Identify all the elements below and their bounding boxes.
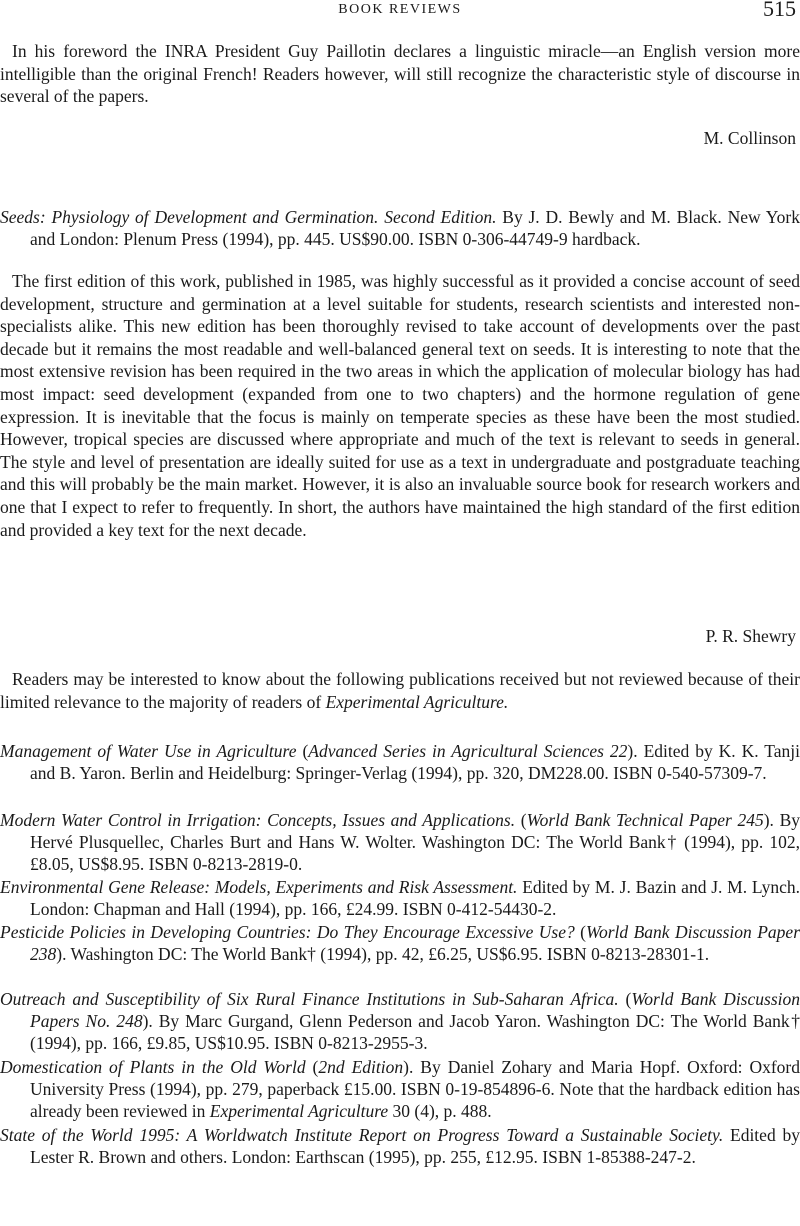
- item-details: ). By Hervé Plusquellec, Charles Burt and Hans W. Wolter. Washington DC: The World Bank† (1994), pp. 102, £8.05, US$8.95. ISBN 0-8213-2819-0.: [30, 810, 800, 874]
- running-title: BOOK REVIEWS: [338, 2, 462, 17]
- item-title: Modern Water Control in Irrigation: Concepts, Issues and Applications.: [0, 810, 516, 830]
- page-number: 515: [763, 0, 796, 21]
- received-item-water-use: Management of Water Use in Agriculture (Advanced Series in Agricultural Sciences 22). Edited by K. K. Tanji and B. Yaron. Berlin and Heidelburg: Springer-Verlag (1994), pp. 320, DM228.00. ISBN 0-540-57309-7.: [0, 741, 800, 783]
- received-item-domestication: Domestication of Plants in the Old World (2nd Edition). By Daniel Zohary and Maria Hopf. Oxford: Oxford University Press (1994), pp. 279, paperback £15.00. ISBN 0-19-854896-6. Note that the hardback edition has already been reviewed in Experimental Agriculture 30 (4), p. 488.: [0, 1057, 800, 1121]
- item-title: Domestication of Plants in the Old World: [0, 1057, 306, 1077]
- running-head: [0, 0, 800, 20]
- item-title: Environmental Gene Release: Models, Experiments and Risk Assessment.: [0, 877, 518, 897]
- received-item-state-of-world: [0, 1124, 800, 1168]
- item-title: Pesticide Policies in Developing Countries: Do They Encourage Excessive Use?: [0, 922, 575, 942]
- received-item-pesticide-policies: Pesticide Policies in Developing Countries: Do They Encourage Excessive Use? (World Bank Discussion Paper 238). Washington DC: The World Bank† (1994), pp. 42, £6.25, US$6.95. ISBN 0-8213-28301-1.: [0, 922, 800, 964]
- item-details: Edited by M. J. Bazin and J. M. Lynch. London: Chapman and Hall (1994), pp. 166, £24.99. ISBN 0-412-54430-2.: [30, 877, 800, 919]
- received-item-water-control: Modern Water Control in Irrigation: Concepts, Issues and Applications. (World Bank Technical Paper 245). By Hervé Plusquellec, Charles Burt and Hans W. Wolter. Washington DC: The World Bank† (1994), pp. 102, £8.05, US$8.95. ISBN 0-8213-2819-0.: [0, 810, 800, 874]
- reviewer-signature-shewry: P. R. Shewry: [705, 626, 796, 646]
- received-item-rural-finance: Outreach and Susceptibility of Six Rural Finance Institutions in Sub-Saharan Africa. (World Bank Discussion Papers No. 248). By Marc Gurgand, Glenn Pederson and Jacob Yaron. Washington DC: The World Bank† (1994), pp. 166, £9.85, US$10.95. ISBN 0-8213-2955-3.: [0, 989, 800, 1053]
- seeds-review-body: The first edition of this work, published in 1985, was highly successful as it provided a concise account of seed development, structure and germination at a level suitable for students, research scientists and interested non-specialists alike. This new edition has been thoroughly revised to take account of developments over the past decade but it remains the most readable and well-balanced general text on seeds. It is interesting to note that the most extensive revision has been required in the two areas in which the application of molecular biology has had most impact: seed development (expanded from one to two chapters) and the hormone regulation of gene expression. It is inevitable that the focus is mainly on temperate species as these have been the most studied. However, tropical species are discussed where appropriate and much of the text is relevant to seeds in general. The style and level of presentation are ideally suited for use as a text in undergraduate and postgraduate teaching and this will probably be the main market. However, it is also an invaluable source book for research workers and one that I expect to refer to frequently. In short, the authors have maintained the high standard of the first edition and provided a key text for the next decade.: [0, 271, 800, 540]
- seeds-book-details: By J. D. Bewly and M. Black. New York and London: Plenum Press (1994), pp. 445. US$90.00. ISBN 0-306-44749-9 hardback.: [30, 207, 800, 249]
- collinson-closing-paragraph: In his foreword the INRA President Guy Paillotin declares a linguistic miracle—an English version more intelligible than the original French! Readers however, will still recognize the characteristic style of discourse in several of the papers.: [0, 41, 800, 107]
- seeds-book-title: Seeds: Physiology of Development and Germination. Second Edition.: [0, 207, 497, 227]
- item-details: ). By Marc Gurgand, Glenn Pederson and Jacob Yaron. Washington DC: The World Bank† (1994), pp. 166, £9.85, US$10.95. ISBN 0-8213-2955-3.: [30, 1011, 800, 1053]
- item-ref-journal: Experimental Agriculture: [209, 1101, 389, 1121]
- item-title: Management of Water Use in Agriculture: [0, 741, 297, 761]
- item-title: State of the World 1995: A Worldwatch Institute Report on Progress Toward a Sustainable Society.: [0, 1125, 724, 1145]
- item-details: ). Washington DC: The World Bank† (1994), pp. 42, £6.25, US$6.95. ISBN 0-8213-28301-1.: [56, 944, 710, 964]
- item-details: Edited by Lester R. Brown and others. London: Earthscan (1995), pp. 255, £12.95. ISBN 1-85388-247-2.: [30, 1125, 800, 1167]
- item-details: ). Edited by K. K. Tanji and B. Yaron. Berlin and Heidelburg: Springer-Verlag (1994), pp. 320, DM228.00. ISBN 0-540-57309-7.: [30, 741, 800, 783]
- item-series: World Bank Discussion Papers No. 248: [30, 989, 800, 1031]
- item-series: Advanced Series in Agricultural Sciences 22: [308, 741, 628, 761]
- received-item-gene-release: [0, 876, 800, 920]
- intro-text: Readers may be interested to know about the following publications received but not reviewed because of their limited relevance to the majority of readers of: [0, 669, 800, 712]
- item-series: World Bank Technical Paper 245: [526, 810, 764, 830]
- item-details: ). By Daniel Zohary and Maria Hopf. Oxford: Oxford University Press (1994), pp. 279, paperback £15.00. ISBN 0-19-854896-6. Note that the hardback edition has already been reviewed in: [30, 1057, 800, 1121]
- item-title: Outreach and Susceptibility of Six Rural Finance Institutions in Sub-Saharan Africa.: [0, 989, 619, 1009]
- publications-received-intro: [0, 668, 800, 713]
- item-series: 2nd Edition: [318, 1057, 404, 1077]
- seeds-book-citation: [0, 206, 800, 250]
- item-ref-details: 30 (4), p. 488.: [388, 1101, 492, 1121]
- item-series: World Bank Discussion Paper 238: [30, 922, 800, 964]
- intro-journal-name: Experimental Agriculture.: [325, 691, 509, 712]
- reviewer-signature-collinson: M. Collinson: [703, 128, 796, 148]
